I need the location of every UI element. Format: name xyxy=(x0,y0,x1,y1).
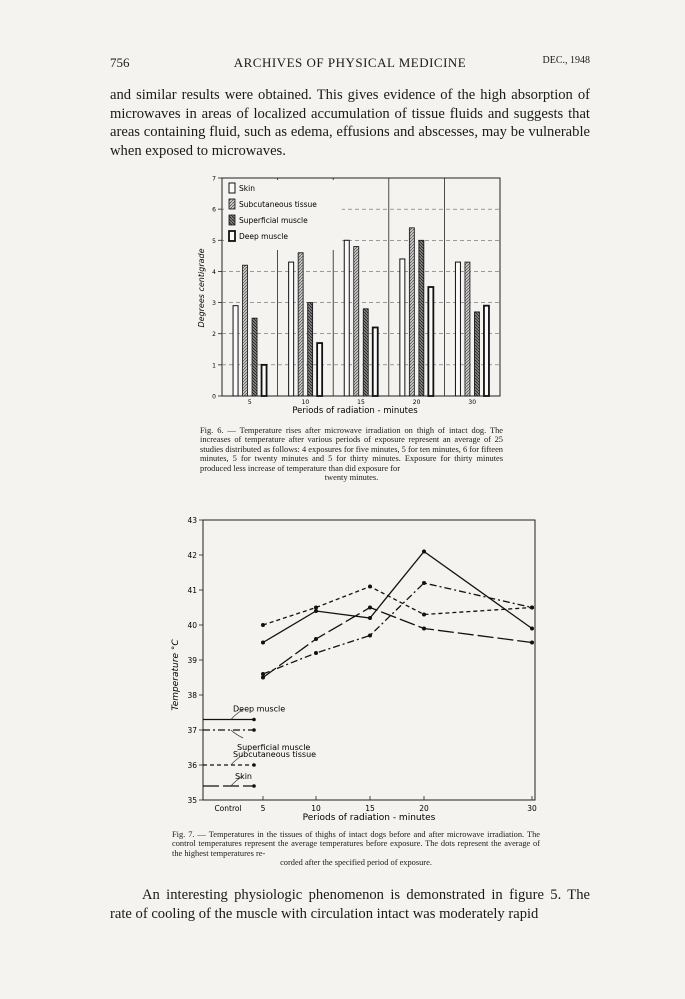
fig6-y-tick-label: 2 xyxy=(212,331,216,339)
fig7-series-labels xyxy=(231,705,316,787)
fig7-x-ticks xyxy=(214,796,537,813)
fig7-x-tick-label: 15 xyxy=(365,804,375,813)
fig7-x-tick-label: 10 xyxy=(311,804,321,813)
fig6-x-axis-label: Periods of radiation - minutes xyxy=(292,406,418,416)
fig6-bar-subcutaneous-tissue xyxy=(298,253,303,396)
fig7-x-tick-label: Control xyxy=(214,804,242,813)
fig7-y-tick-label: 43 xyxy=(187,516,197,525)
figure-6-caption xyxy=(200,426,503,482)
fig6-bar-superficial-muscle xyxy=(419,240,424,396)
fig7-point-skin xyxy=(368,606,372,610)
journal-title: ARCHIVES OF PHYSICAL MEDICINE xyxy=(233,55,467,70)
fig6-y-tick-label: 0 xyxy=(212,393,216,401)
fig7-point-subcutaneous-tissue xyxy=(368,585,372,589)
fig6-bar-subcutaneous-tissue xyxy=(354,247,359,396)
fig6-y-axis-label: Degrees centigrade xyxy=(197,248,206,328)
fig7-label-skin: Skin xyxy=(235,772,253,781)
fig7-point-deep-muscle xyxy=(530,627,534,631)
fig6-y-tick-label: 4 xyxy=(212,268,216,276)
fig7-point-subcutaneous-tissue xyxy=(314,606,318,610)
issue-date: DEC., 1948 xyxy=(542,55,590,66)
figure-7-caption xyxy=(172,830,540,868)
fig6-bar-deep-muscle xyxy=(428,287,433,396)
fig6-bar-superficial-muscle xyxy=(252,318,257,396)
fig7-control-point xyxy=(252,784,256,788)
fig7-point-deep-muscle xyxy=(368,616,372,620)
fig7-point-skin xyxy=(261,676,265,680)
fig7-x-tick-label: 20 xyxy=(419,804,429,813)
fig7-label-subcutaneous-tissue: Subcutaneous tissue xyxy=(233,750,317,759)
fig7-point-deep-muscle xyxy=(314,609,318,613)
fig6-x-tick-label: 20 xyxy=(412,399,421,406)
fig7-point-subcutaneous-tissue xyxy=(422,613,426,617)
fig6-x-tick-label: 15 xyxy=(357,399,365,406)
fig7-y-tick-label: 36 xyxy=(187,761,197,770)
fig7-point-deep-muscle xyxy=(422,550,426,554)
fig7-point-skin xyxy=(314,637,318,641)
fig6-bar-deep-muscle xyxy=(484,306,489,396)
fig7-label-leader xyxy=(231,730,243,738)
fig7-y-tick-label: 42 xyxy=(187,551,197,560)
fig7-y-tick-label: 38 xyxy=(187,691,197,700)
fig7-control-point xyxy=(252,718,256,722)
page-header xyxy=(110,55,590,75)
fig7-point-deep-muscle xyxy=(261,641,265,645)
fig7-y-tick-label: 41 xyxy=(187,586,197,595)
fig6-y-tick-label: 6 xyxy=(212,206,216,214)
fig6-legend-swatch xyxy=(229,183,235,193)
fig7-point-superficial-muscle xyxy=(261,672,265,676)
body-paragraph-bottom: An interesting physiologic phenomenon is demonstrated in figure 5. The rate of cooling of the muscle with circulation intact was moderately rapid xyxy=(110,887,590,922)
fig7-point-superficial-muscle xyxy=(368,634,372,638)
fig7-point-skin xyxy=(422,627,426,631)
fig6-x-ticks xyxy=(248,399,476,406)
fig6-bar-superficial-muscle xyxy=(474,312,479,396)
fig7-point-superficial-muscle xyxy=(314,651,318,655)
fig6-bar-deep-muscle xyxy=(262,365,267,396)
fig6-legend-label: Skin xyxy=(239,184,255,193)
fig7-x-tick-label: 30 xyxy=(527,804,537,813)
fig7-line-deep-muscle xyxy=(263,552,532,643)
body-paragraph-top: and similar results were obtained. This gives evidence of the high absorption of microwaves in areas of localized accumulation of tissue fluids and suggests that areas containing fluid, such as edema, effusions and abscesses, may be vulnerable when exposed to microwaves. xyxy=(110,87,590,159)
fig6-bar-subcutaneous-tissue xyxy=(243,265,248,396)
figure-7-caption-end: corded after the specified period of exposure. xyxy=(280,858,432,868)
fig7-y-tick-label: 39 xyxy=(187,656,197,665)
figure-6-bar-chart xyxy=(190,168,510,418)
fig6-bars xyxy=(233,228,489,396)
fig6-y-tick-label: 7 xyxy=(212,175,216,183)
fig7-x-axis-label: Periods of radiation - minutes xyxy=(302,813,436,823)
fig7-point-subcutaneous-tissue xyxy=(530,606,534,610)
fig6-x-tick-label: 5 xyxy=(247,399,252,406)
fig6-legend-swatch xyxy=(229,231,235,241)
figure-7-line-chart xyxy=(165,515,550,825)
fig7-point-skin xyxy=(530,641,534,645)
fig6-bar-superficial-muscle xyxy=(308,303,313,396)
fig6-y-tick-label: 1 xyxy=(212,362,216,370)
fig6-bar-deep-muscle xyxy=(373,327,378,396)
fig7-point-superficial-muscle xyxy=(422,581,426,585)
fig7-label-superficial-muscle: Superficial muscle xyxy=(237,743,311,752)
fig6-legend-swatch xyxy=(229,199,235,209)
fig7-y-tick-label: 37 xyxy=(187,726,197,735)
fig7-y-tick-label: 40 xyxy=(187,621,197,630)
fig6-y-tick-label: 3 xyxy=(212,300,216,308)
fig6-bar-skin xyxy=(289,262,294,396)
fig6-bar-deep-muscle xyxy=(317,343,322,396)
fig6-legend-label: Subcutaneous tissue xyxy=(239,200,317,209)
fig6-legend-swatch xyxy=(229,215,235,225)
figure-6-caption-end: twenty minutes. xyxy=(324,473,379,483)
fig6-legend xyxy=(224,180,342,250)
fig7-control-point xyxy=(252,728,256,732)
figure-6-caption-text: Fig. 6. — Temperature rises after microwave irradiation on thigh of intact dog. The increases of temperature after various periods of exposure represent an average of 25 studies distributed as follows: 4 exposures for five minutes, 5 for ten minutes, 6 for fifteen minutes, 5 for twenty minutes and 5 for thirty minutes. Exposure for thirty minutes produced less increase of temperature than did exposure for xyxy=(200,426,503,473)
fig6-legend-label: Superficial muscle xyxy=(239,216,308,225)
fig6-bar-skin xyxy=(455,262,460,396)
fig6-bar-skin xyxy=(344,240,349,396)
fig7-control-point xyxy=(252,763,256,767)
fig6-bar-skin xyxy=(233,306,238,396)
fig7-y-axis-label: Temperature °C xyxy=(171,639,181,711)
fig6-y-tick-label: 5 xyxy=(212,237,216,245)
fig6-bar-subcutaneous-tissue xyxy=(465,262,470,396)
fig7-x-tick-label: 5 xyxy=(260,804,266,813)
page-number: 756 xyxy=(110,55,130,70)
fig7-y-tick-label: 35 xyxy=(187,796,197,805)
fig6-bar-superficial-muscle xyxy=(363,309,368,396)
fig6-bar-skin xyxy=(400,259,405,396)
fig6-legend-label: Deep muscle xyxy=(239,232,288,241)
fig6-y-ticks xyxy=(212,176,222,401)
fig6-bar-subcutaneous-tissue xyxy=(409,228,414,396)
fig7-line-superficial-muscle xyxy=(263,583,532,674)
fig6-x-tick-label: 10 xyxy=(301,399,310,406)
figure-7-caption-text: Fig. 7. — Temperatures in the tissues of thighs of intact dogs before and after microwave irradiation. The control temperatures represent the average temperatures before exposure. The dots represent the average of the highest temperatures re- xyxy=(172,830,540,858)
fig7-point-subcutaneous-tissue xyxy=(261,623,265,627)
fig7-y-ticks xyxy=(187,516,203,805)
fig6-x-tick-label: 30 xyxy=(468,399,477,406)
fig7-label-deep-muscle: Deep muscle xyxy=(233,704,286,714)
